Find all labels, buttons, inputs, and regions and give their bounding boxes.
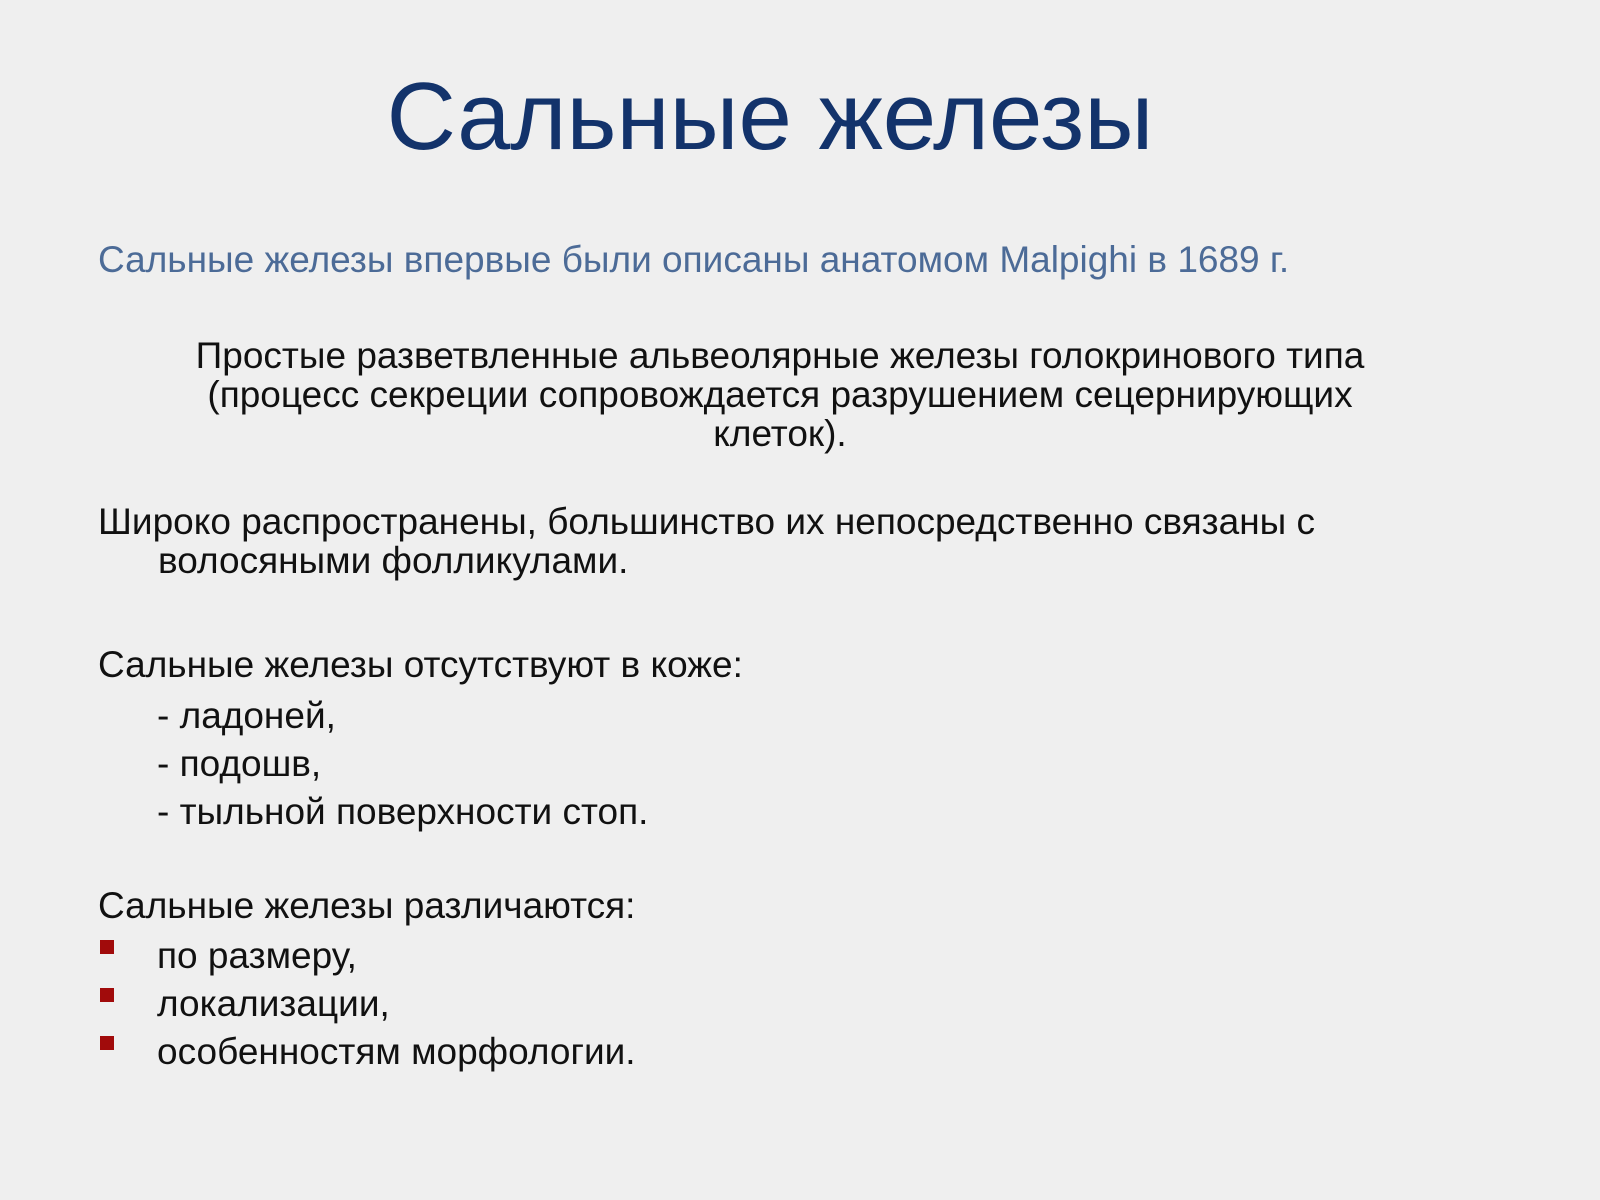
- distribution-line-1: Широко распространены, большинство их непосредственно связаны с: [98, 501, 1316, 542]
- square-bullet-icon: [100, 940, 114, 954]
- definition-line-2: (процесс секреции сопровождается разрушением сецернирующих: [207, 374, 1353, 415]
- list-item-label: особенностям морфологии.: [157, 1031, 636, 1072]
- square-bullet-icon: [100, 1036, 114, 1050]
- list-item: - подошв,: [157, 743, 322, 784]
- list-item-label: по размеру,: [157, 935, 357, 976]
- differ-list: [98, 932, 636, 1076]
- list-item-label: локализации,: [157, 983, 390, 1024]
- differ-heading: Сальные железы различаются:: [98, 885, 636, 926]
- square-bullet-icon: [100, 988, 114, 1002]
- list-item: [98, 1028, 636, 1076]
- absent-heading: Сальные железы отсутствуют в коже:: [98, 644, 743, 685]
- absent-list: [157, 692, 648, 836]
- definition-line-1: Простые разветвленные альвеолярные железы голокринового типа: [195, 335, 1365, 376]
- list-item: - ладоней,: [157, 695, 336, 736]
- intro-text: Сальные железы впервые были описаны анатомом Malpighi в 1689 г.: [98, 239, 1290, 280]
- definition-line-3: клеток).: [713, 413, 847, 454]
- distribution-line-2: волосяными фолликулами.: [158, 540, 629, 581]
- list-item: [98, 932, 636, 980]
- list-item: [98, 980, 636, 1028]
- definition-paragraph: [130, 336, 1430, 453]
- slide-title: Сальные железы: [386, 63, 1154, 170]
- distribution-paragraph: [98, 502, 1538, 580]
- list-item: - тыльной поверхности стоп.: [157, 791, 649, 832]
